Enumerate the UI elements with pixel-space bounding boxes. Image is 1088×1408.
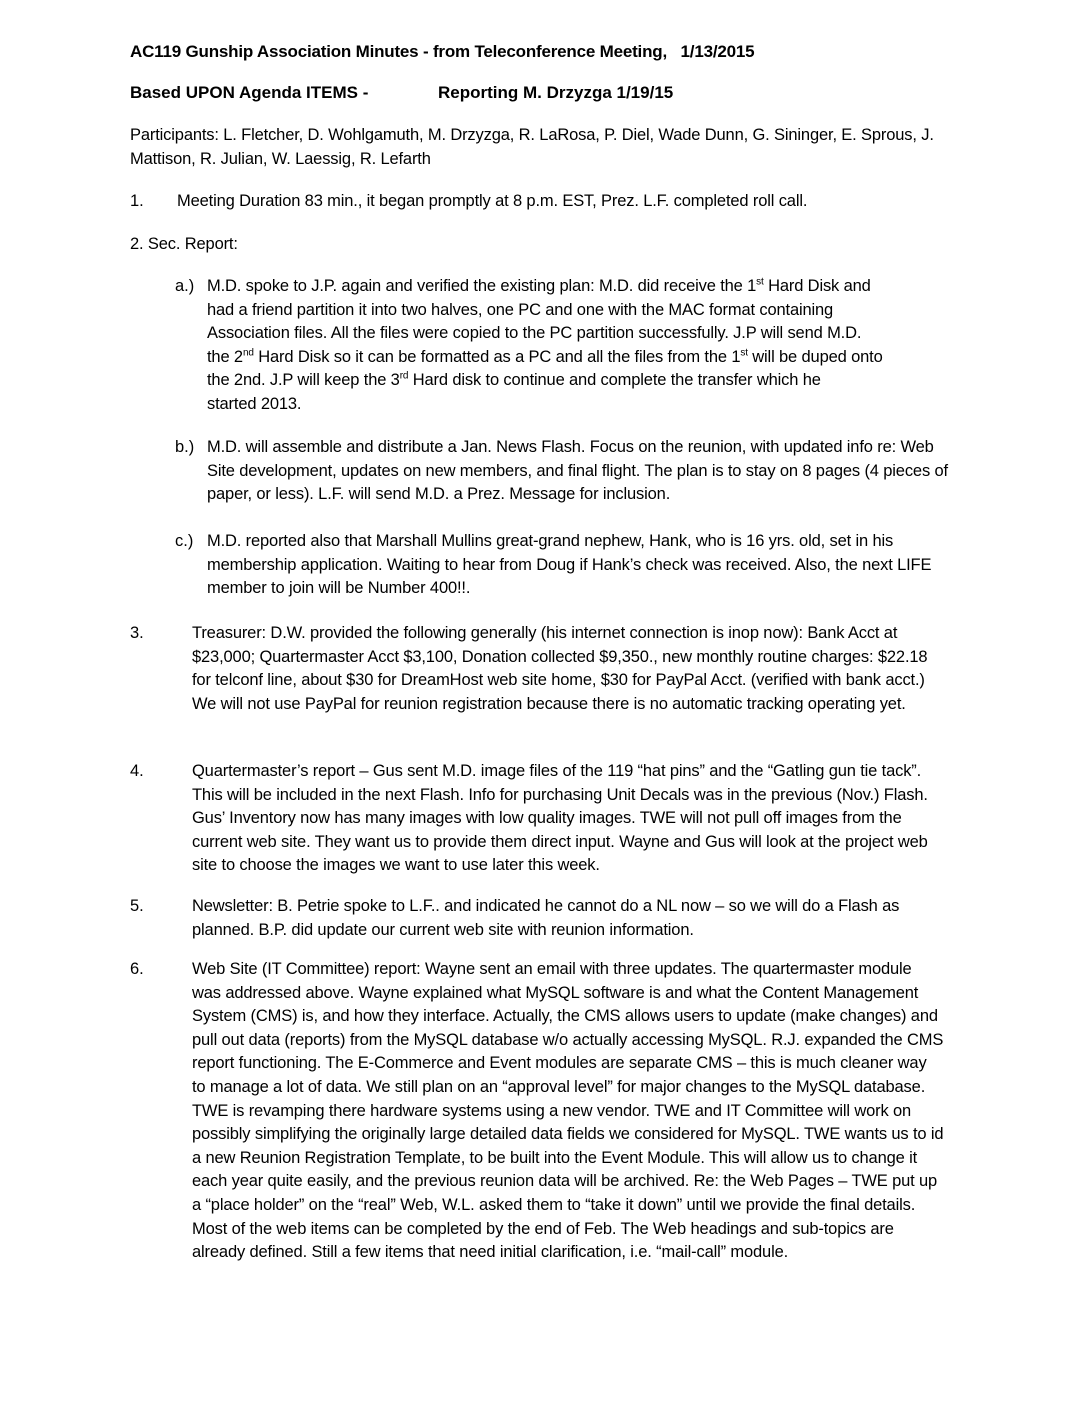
item-2-heading: 2. Sec. Report: [130,235,238,253]
item-5-number: 5. [130,897,144,915]
item-2a-line-2: had a friend partition it into two halves, one PC and one with the MAC format containing [207,300,834,319]
document-title: AC119 Gunship Association Minutes - from Teleconference Meeting, 1/13/2015 [130,42,755,61]
item-1-text: Meeting Duration 83 min., it began promptly at 8 p.m. EST, Prez. L.F. completed roll call. [177,192,808,210]
reporter-heading: Reporting M. Drzyzga 1/19/15 [438,83,674,102]
item-1-number: 1. [130,192,144,210]
item-2b-label: b.) [175,438,195,456]
item-4-number: 4. [130,762,144,780]
item-4-text: Quartermaster’s report – Gus sent M.D. image files of the 119 “hat pins” and the “Gatling gun tie tack”. This will be included in the next Flash. Info for purchasing Unit Decals was in the previous (Nov.) Flash. Gus’ Inventory now has many images with low quality images. TWE will not pull off images from the current web site. They want us to provide them direct input. Wayne and Gus will look at the project web site to choose the images we want to use later this week. [192,762,928,875]
item-3-text: Treasurer: D.W. provided the following generally (his internet connection is inop now): Bank Acct at $23,000; Quartermaster Acct $3,100, Donation collected $9,350., new monthly routine charges: $22.18 for telconf line, about $30 for DreamHost web site home, $30 for PayPal Acct. (verified with bank acct.) We will not use PayPal for reunion registration because there is no automatic tracking operating yet. [192,624,928,713]
item-2c-text: M.D. reported also that Marshall Mullins great-grand nephew, Hank, who is 16 yrs. old, set in his membership application. Waiting to hear from Doug if Hank’s check was received. Also, the next LIFE member to join will be Number 400!!. [207,532,932,598]
item-2a-line-5: the 2nd. J.P will keep the 3rd Hard disk to continue and complete the transfer which he [207,370,821,390]
item-2a-line-6: started 2013. [207,394,302,413]
item-5-text: Newsletter: B. Petrie spoke to L.F.. and indicated he cannot do a NL now – so we will do a Flash as planned. B.P. did update our current web site with reunion information. [192,897,900,939]
item-2a-label: a.) [175,277,195,295]
item-2a-line-3: Association files. All the files were copied to the PC partition successfully. J.P will send M.D. [207,324,862,343]
item-2a-text [207,275,967,417]
item-2b-text: M.D. will assemble and distribute a Jan. News Flash. Focus on the reunion, with updated info re: Web Site development, updates on new members, and final flight. The plan is to stay on 8 pages (4 pieces of paper, or less). L.F. will send M.D. a Prez. Message for inclusion. [207,438,948,504]
item-6-number: 6. [130,960,144,978]
participants-list: Participants: L. Fletcher, D. Wohlgamuth, M. Drzyzga, R. LaRosa, P. Diel, Wade Dunn, G. Sininger, E. Sprous, J. Mattison, R. Julian, W. Laessig, R. Lefarth [130,126,934,168]
item-2a-line-1: M.D. spoke to J.P. again and verified the existing plan: M.D. did receive the 1st Hard Disk and [207,276,871,295]
item-6-text: Web Site (IT Committee) report: Wayne sent an email with three updates. The quartermaster module was addressed above. Wayne explained what MySQL software is and what the Content Management System (CMS) is, and how they interface. Actually, the CMS allows users to update (make changes) and pull out data (reports) from the MySQL database w/o actually accessing MySQL. R.J. expanded the CMS report functioning. The E-Commerce and Event modules are separate CMS – this is much cleaner way to manage a lot of data. We still plan on an “approval level” for major changes to the MySQL database. TWE is revamping there hardware systems using a new vendor. TWE and IT Committee will work on possibly simplifying the originally large detailed data fields we considered for MySQL. TWE wants us to id a new Reunion Registration Template, to be built into the Event Module. This will allow us to change it each year quite easily, and the previous reunion data will be archived. Re: the Web Pages – TWE put up a “place holder” on the “real” Web, W.L. asked them to “take it down” until we provide the final details. Most of the web items can be completed by the end of Feb. The Web headings and sub-topics are already defined. Still a few items that need initial clarification, i.e. “mail-call” module. [192,960,944,1262]
item-2c-label: c.) [175,532,194,550]
agenda-heading: Based UPON Agenda ITEMS - [130,83,369,102]
item-2a-line-4: the 2nd Hard Disk so it can be formatted as a PC and all the files from the 1st will be duped onto [207,347,883,366]
item-3-number: 3. [130,624,144,642]
